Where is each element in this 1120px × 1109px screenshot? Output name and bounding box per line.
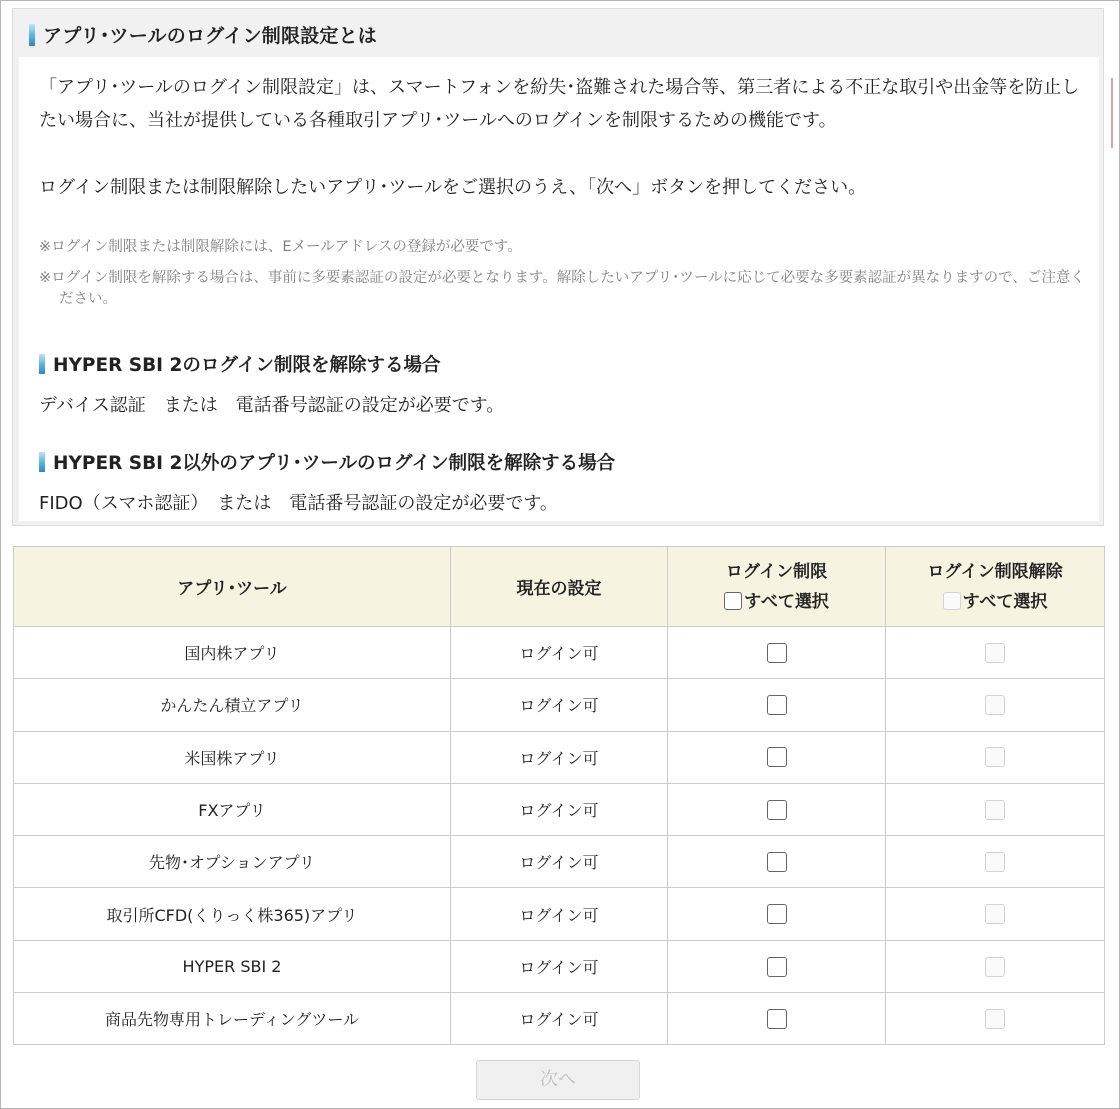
table-row <box>14 783 1105 835</box>
app-status: ログイン可 <box>451 783 668 835</box>
app-status: ログイン可 <box>451 627 668 679</box>
unrestrict-checkbox <box>985 643 1005 663</box>
restrict-checkbox[interactable] <box>767 643 787 663</box>
header-restrict-label: ログイン制限 <box>725 561 828 582</box>
header-restrict <box>668 547 886 627</box>
restrict-checkbox[interactable] <box>767 695 787 715</box>
scroll-edge-marker <box>1111 78 1120 148</box>
app-name: 先物･オプションアプリ <box>14 836 451 888</box>
unrestrict-checkbox <box>985 957 1005 977</box>
unrestrict-checkbox <box>985 800 1005 820</box>
info-title <box>29 21 377 48</box>
restrict-checkbox[interactable] <box>767 1009 787 1029</box>
restrict-cell <box>668 940 886 992</box>
table-row <box>14 627 1105 679</box>
section-hyper-desc: デバイス認証 または 電話番号認証の設定が必要です。 <box>39 395 505 416</box>
title-bar-icon <box>29 24 35 46</box>
info-panel <box>12 8 1104 526</box>
section-hyper-heading <box>39 351 440 377</box>
restrict-select-all-label: すべて選択 <box>744 591 829 612</box>
unrestrict-cell <box>886 783 1105 835</box>
section-other-heading <box>39 449 615 475</box>
table-row <box>14 940 1105 992</box>
restrict-checkbox[interactable] <box>767 852 787 872</box>
restrict-checkbox[interactable] <box>767 957 787 977</box>
restrict-cell <box>668 627 886 679</box>
restrict-cell <box>668 888 886 940</box>
instruction-paragraph: ログイン制限または制限解除したいアプリ･ツールをご選択のうえ、「次へ」ボタンを押してください。 <box>39 177 867 198</box>
unrestrict-cell <box>886 627 1105 679</box>
unrestrict-checkbox <box>985 904 1005 924</box>
info-title-text: アプリ･ツールのログイン制限設定とは <box>43 25 378 47</box>
unrestrict-cell <box>886 731 1105 783</box>
heading-bar-icon <box>39 354 45 374</box>
next-button[interactable]: 次へ <box>476 1060 640 1100</box>
app-status: ログイン可 <box>451 940 668 992</box>
app-status: ログイン可 <box>451 993 668 1045</box>
section-other-desc: FIDO（スマホ認証） または 電話番号認証の設定が必要です。 <box>39 493 558 514</box>
unrestrict-select-all-label: すべて選択 <box>962 591 1048 612</box>
restrict-cell <box>668 731 886 783</box>
app-name: 米国株アプリ <box>14 731 451 783</box>
app-status: ログイン可 <box>451 836 668 888</box>
header-app: アプリ･ツール <box>14 547 451 627</box>
unrestrict-cell <box>886 940 1105 992</box>
app-login-table <box>13 546 1105 1045</box>
restrict-cell <box>668 836 886 888</box>
info-body <box>19 57 1099 521</box>
app-name: かんたん積立アプリ <box>14 679 451 731</box>
restrict-checkbox[interactable] <box>767 904 787 924</box>
app-name: 商品先物専用トレーディングツール <box>14 993 451 1045</box>
unrestrict-select-all <box>943 587 1048 617</box>
restrict-checkbox[interactable] <box>767 800 787 820</box>
restrict-select-all[interactable] <box>724 587 829 617</box>
restrict-cell <box>668 679 886 731</box>
header-unrestrict-label: ログイン制限解除 <box>927 561 1063 582</box>
app-status: ログイン可 <box>451 888 668 940</box>
restrict-cell <box>668 783 886 835</box>
unrestrict-select-all-checkbox <box>943 592 961 610</box>
restrict-cell <box>668 993 886 1045</box>
unrestrict-cell <box>886 993 1105 1045</box>
unrestrict-cell <box>886 836 1105 888</box>
table-row <box>14 679 1105 731</box>
unrestrict-checkbox <box>985 852 1005 872</box>
app-name: FXアプリ <box>14 783 451 835</box>
app-name: 国内株アプリ <box>14 627 451 679</box>
app-name: 取引所CFD(くりっく株365)アプリ <box>14 888 451 940</box>
app-status: ログイン可 <box>451 679 668 731</box>
note-email: ※ログイン制限または制限解除には、Eメールアドレスの登録が必要です。 <box>39 239 522 255</box>
header-unrestrict <box>886 547 1105 627</box>
unrestrict-checkbox <box>985 1009 1005 1029</box>
table-header-row <box>14 547 1105 627</box>
table-row <box>14 836 1105 888</box>
restrict-checkbox[interactable] <box>767 747 787 767</box>
unrestrict-cell <box>886 679 1105 731</box>
unrestrict-checkbox <box>985 695 1005 715</box>
table-row <box>14 993 1105 1045</box>
unrestrict-checkbox <box>985 747 1005 767</box>
app-status: ログイン可 <box>451 731 668 783</box>
unrestrict-cell <box>886 888 1105 940</box>
table-row <box>14 731 1105 783</box>
header-current: 現在の設定 <box>451 547 668 627</box>
heading-bar-icon <box>39 452 45 472</box>
note-mfa: ※ログイン制限を解除する場合は、事前に多要素認証の設定が必要となります。解除したいアプリ･ツールに応じて必要な多要素認証が異なりますので、ご注意ください。 <box>39 270 1085 307</box>
section-other-title: HYPER SBI 2以外のアプリ･ツールのログイン制限を解除する場合 <box>53 453 616 474</box>
section-hyper-title: HYPER SBI 2のログイン制限を解除する場合 <box>53 355 441 376</box>
restrict-select-all-checkbox[interactable] <box>724 592 742 610</box>
table-row <box>14 888 1105 940</box>
intro-paragraph: 「アプリ･ツールのログイン制限設定」は、スマートフォンを紛失･盗難された場合等、第三者による不正な取引や出金等を防止したい場合に、当社が提供している各種取引アプリ･ツールへのログインを制限するための機能です。 <box>39 77 1080 131</box>
app-name: HYPER SBI 2 <box>14 940 451 992</box>
